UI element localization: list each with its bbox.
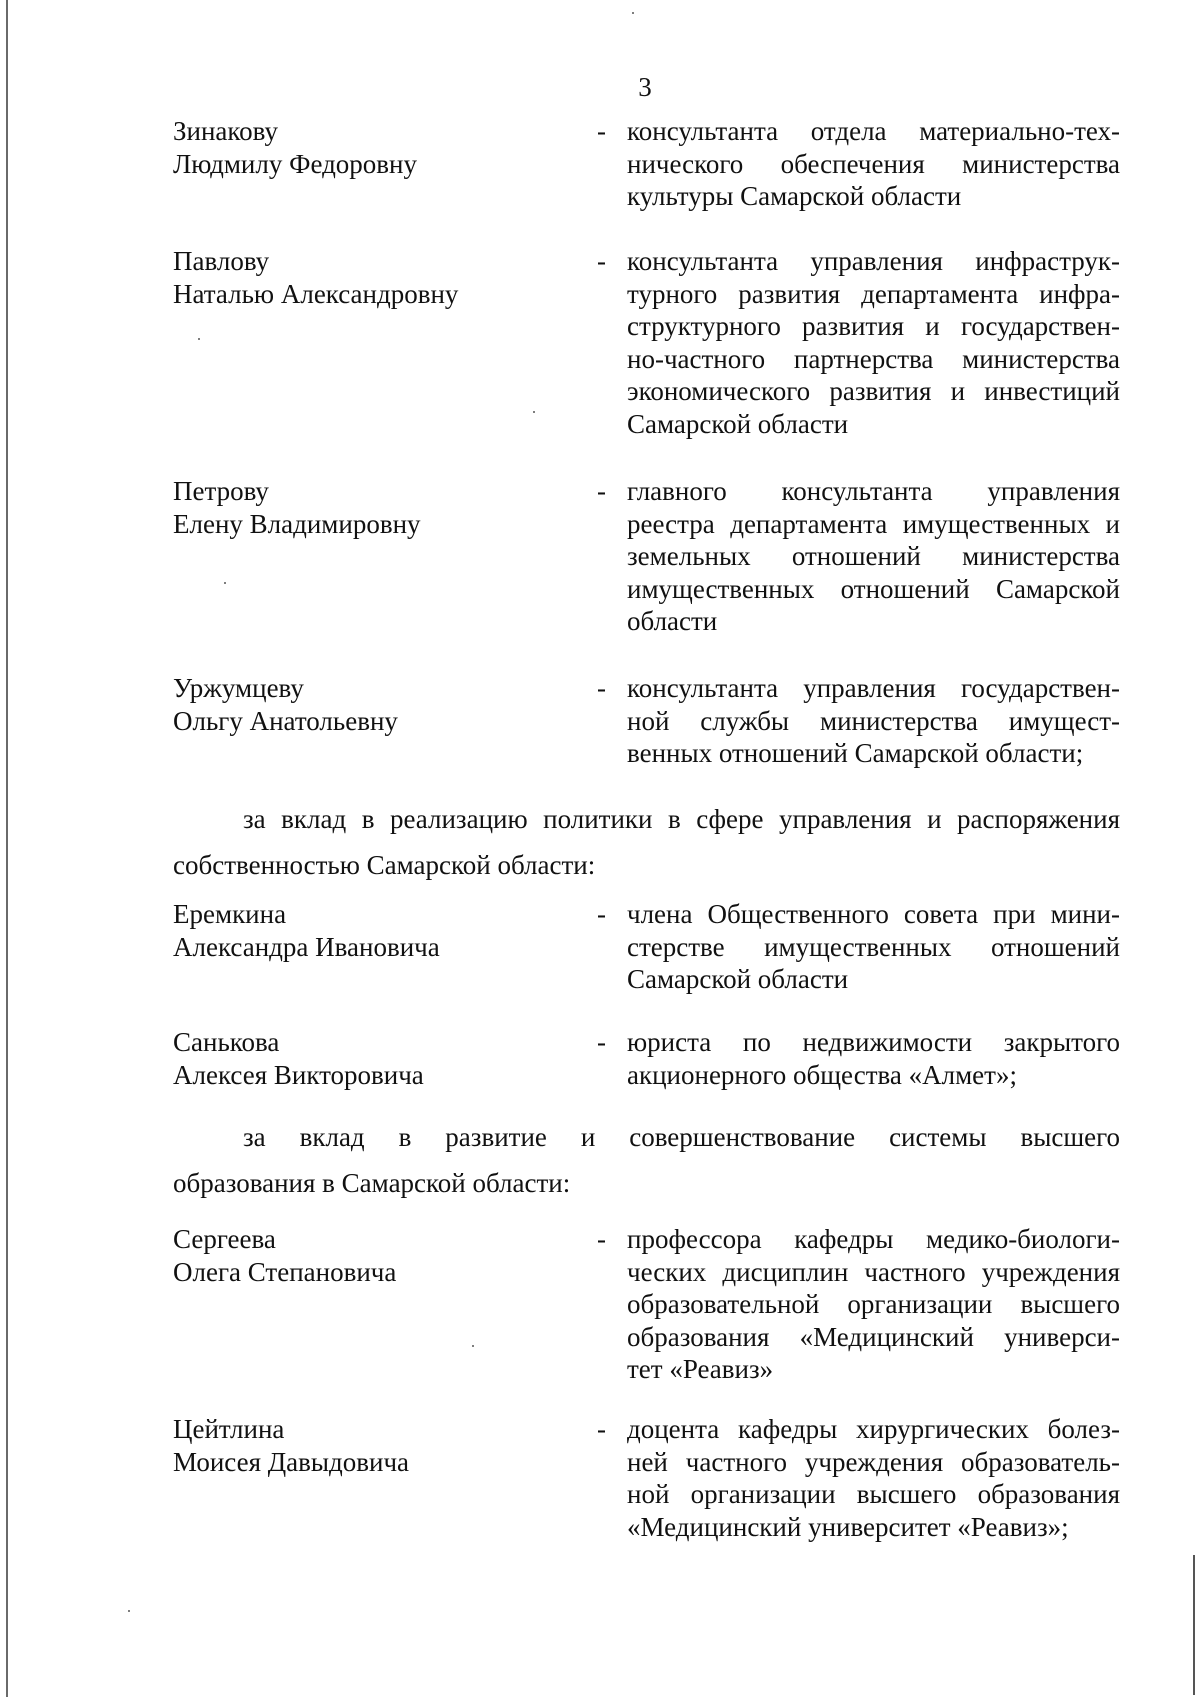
scan-speck bbox=[128, 1610, 130, 1612]
person-name: Сергеева Олега Степановича bbox=[173, 1224, 397, 1287]
section-intro: за вклад в развитие и совершенствование системы высшего образования в Самарской области: bbox=[173, 1122, 1120, 1198]
dash-separator: - bbox=[597, 673, 606, 703]
person-position: консультанта управления инфраструк- турного развития департамента инфра- структурного развития и государствен- но-частного партнерства министерства экономического развития и инвестиций Самарской области bbox=[627, 246, 1120, 439]
person-name: Зинакову Людмилу Федоровну bbox=[173, 116, 418, 179]
scan-speck bbox=[533, 411, 535, 413]
dash-separator: - bbox=[597, 1414, 606, 1444]
dash-separator: - bbox=[597, 1027, 606, 1057]
dash-separator: - bbox=[597, 246, 606, 276]
scan-speck bbox=[224, 582, 226, 584]
person-position: члена Общественного совета при мини- стерстве имущественных отношений Самарской области bbox=[627, 899, 1120, 994]
person-position: консультанта отдела материально-тех- нического обеспечения министерства культуры Самарской области bbox=[627, 116, 1120, 211]
scan-edge-left bbox=[6, 0, 8, 1697]
person-position: юриста по недвижимости закрытого акционерного общества «Алмет»; bbox=[627, 1027, 1120, 1090]
dash-separator: - bbox=[597, 899, 606, 929]
dash-separator: - bbox=[597, 1224, 606, 1254]
person-name: Павлову Наталью Александровну bbox=[173, 246, 459, 309]
scan-speck bbox=[472, 1345, 474, 1347]
person-name: Санькова Алексея Викторовича bbox=[173, 1027, 424, 1090]
dash-separator: - bbox=[597, 476, 606, 506]
scan-speck bbox=[632, 12, 634, 14]
section-intro: за вклад в реализацию политики в сфере управления и распоряжения собственностью Самарской области: bbox=[173, 804, 1120, 880]
person-position: главного консультанта управления реестра департамента имущественных и земельных отношений министерства имущественных отношений Самарской области bbox=[627, 476, 1120, 636]
scan-speck bbox=[198, 338, 200, 340]
person-position: профессора кафедры медико-биологи- ческих дисциплин частного учреждения образовательной организации высшего образования «Медицинский универси- тет «Реавиз» bbox=[627, 1224, 1120, 1384]
person-position: консультанта управления государствен- ной службы министерства имущест- венных отношений Самарской области; bbox=[627, 673, 1120, 768]
dash-separator: - bbox=[597, 116, 606, 146]
person-name: Цейтлина Моисея Давыдовича bbox=[173, 1414, 410, 1477]
person-name: Еремкина Александра Ивановича bbox=[173, 899, 440, 962]
scan-edge-right bbox=[1193, 1555, 1195, 1695]
person-name: Петрову Елену Владимировну bbox=[173, 476, 421, 539]
page-number: 3 bbox=[638, 72, 652, 102]
person-position: доцента кафедры хирургических болез- ней частного учреждения образователь- ной организации высшего образования «Медицинский университет «Реавиз»; bbox=[627, 1414, 1120, 1542]
person-name: Уржумцеву Ольгу Анатольевну bbox=[173, 673, 398, 736]
